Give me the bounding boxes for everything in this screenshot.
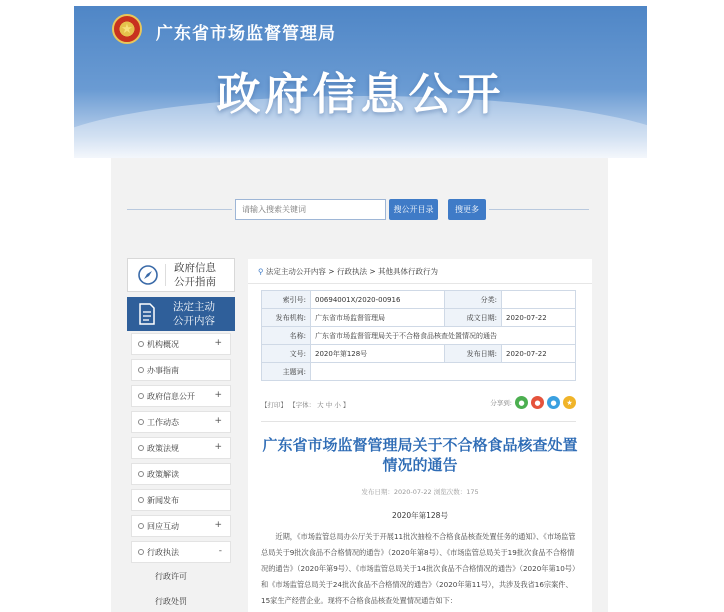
- page-title: 政府信息公开: [216, 69, 505, 120]
- expand-icon[interactable]: +: [214, 338, 222, 348]
- sidebar-item-service-guide[interactable]: 办事指南: [131, 359, 231, 381]
- search-catalog-button[interactable]: 搜公开目录: [389, 199, 438, 220]
- metadata-table: [261, 290, 576, 381]
- subject-label: 主题词:: [262, 363, 311, 381]
- bullet-icon: [138, 471, 144, 477]
- location-pin-icon: ⚲: [258, 267, 264, 276]
- search-divider-right: [489, 209, 589, 210]
- share-bar: [490, 396, 576, 409]
- document-icon: [135, 302, 159, 326]
- agency-name: 广东省市场监督管理局: [156, 24, 336, 44]
- breadcrumb-item[interactable]: 其他具体行政行为: [378, 267, 439, 276]
- sidebar-guide-label: 政府信息 公开指南: [174, 262, 216, 288]
- breadcrumb-separator: >: [369, 267, 376, 276]
- national-emblem-icon: ★: [112, 14, 142, 44]
- bullet-icon: [138, 549, 144, 555]
- date-published-value: 2020-07-22: [502, 345, 576, 363]
- breadcrumb-item[interactable]: 行政执法: [336, 267, 367, 276]
- weibo-icon[interactable]: ●: [531, 396, 544, 409]
- qq-icon[interactable]: ●: [547, 396, 560, 409]
- publisher-label: 发布机构:: [262, 309, 311, 327]
- name-label: 名称:: [262, 327, 311, 345]
- bullet-icon: [138, 341, 144, 347]
- font-size-bracket: 】: [342, 401, 350, 409]
- subject-value: [311, 363, 576, 381]
- expand-icon[interactable]: +: [214, 390, 222, 400]
- search-divider-left: [127, 209, 232, 210]
- sidebar-item-press-release[interactable]: 新闻发布: [131, 489, 231, 511]
- article-doc-number: 2020年第128号: [392, 511, 448, 520]
- sidebar-item-interaction[interactable]: 回应互动 +: [131, 515, 231, 537]
- article-tools: [261, 400, 349, 409]
- breadcrumb-divider: [248, 283, 592, 284]
- font-small-button[interactable]: 小: [334, 401, 341, 409]
- compass-icon: [136, 263, 160, 287]
- breadcrumb-separator: >: [328, 267, 335, 276]
- category-label: 分类:: [445, 291, 502, 309]
- sidebar-guide-card[interactable]: [127, 258, 235, 292]
- bullet-icon: [138, 523, 144, 529]
- header-banner: [74, 6, 647, 158]
- qzone-icon[interactable]: ★: [563, 396, 576, 409]
- search-more-button[interactable]: 搜更多: [448, 199, 486, 220]
- article-title: 广东省市场监督管理局关于不合格食品核查处置情况的通告: [262, 436, 578, 474]
- date-created-value: 2020-07-22: [502, 309, 576, 327]
- breadcrumb: [258, 266, 438, 277]
- wechat-icon[interactable]: ●: [515, 396, 528, 409]
- index-value: 00694001X/2020-00916: [311, 291, 445, 309]
- print-button[interactable]: 【打印】: [261, 401, 287, 409]
- font-medium-button[interactable]: 中: [325, 401, 333, 409]
- article-meta: 发布日期：2020-07-22 浏览次数：175: [361, 488, 479, 496]
- article-divider: [261, 421, 576, 422]
- sidebar-item-org-overview[interactable]: 机构概况 +: [131, 333, 231, 355]
- bullet-icon: [138, 419, 144, 425]
- font-large-button[interactable]: 大: [317, 401, 324, 409]
- article-body: 近期，《市场监管总局办公厅关于开展11批次抽检不合格食品核查处置任务的通知》、《市场监管总局关于9批次食品不合格情况的通告》（2020年第8号）、《市场监管总局关于19批次食品不合格情况的通告》（2020年第9号）、《市场监管总局关于14批次食品不合格情况的通告》（2020年第10号）和《市场监管总局关于24批次食品不合格情况的通告》（2020年第11号），共涉及我省16宗案件、15家生产经营企业。现将不合格食品核查处置情况通告如下：: [261, 532, 576, 605]
- breadcrumb-item[interactable]: 法定主动公开内容: [265, 267, 326, 276]
- sidebar-item-work-news[interactable]: 工作动态 +: [131, 411, 231, 433]
- bullet-icon: [138, 393, 144, 399]
- expand-icon[interactable]: +: [214, 442, 222, 452]
- date-published-label: 发布日期:: [445, 345, 502, 363]
- bullet-icon: [138, 367, 144, 373]
- date-created-label: 成文日期:: [445, 309, 502, 327]
- name-value: 广东省市场监督管理局关于不合格食品核查处置情况的通告: [311, 327, 576, 345]
- bullet-icon: [138, 497, 144, 503]
- card-divider: [165, 264, 166, 286]
- sidebar-subitem-license[interactable]: 行政许可: [155, 572, 187, 581]
- index-label: 索引号:: [262, 291, 311, 309]
- bullet-icon: [138, 445, 144, 451]
- category-value: [502, 291, 576, 309]
- expand-icon[interactable]: +: [214, 520, 222, 530]
- sidebar-item-gov-info[interactable]: 政府信息公开 +: [131, 385, 231, 407]
- sidebar-subitem-penalty[interactable]: 行政处罚: [155, 597, 187, 606]
- doc-no-label: 文号:: [262, 345, 311, 363]
- expand-icon[interactable]: +: [214, 416, 222, 426]
- sidebar-active-label: 法定主动 公开内容: [173, 301, 215, 327]
- sidebar-item-policy-interpretation[interactable]: 政策解读: [131, 463, 231, 485]
- main-panel: [248, 259, 592, 612]
- share-label: 分享到:: [490, 399, 512, 407]
- sidebar-item-policy-rules[interactable]: 政策法规 +: [131, 437, 231, 459]
- doc-no-value: 2020年第128号: [311, 345, 445, 363]
- collapse-icon[interactable]: -: [218, 546, 222, 556]
- search-input[interactable]: [235, 199, 386, 220]
- publisher-value: 广东省市场监督管理局: [311, 309, 445, 327]
- font-size-label: 【字体：: [289, 401, 316, 409]
- sidebar-item-law-enforcement[interactable]: 行政执法 -: [131, 541, 231, 563]
- sidebar-active-card[interactable]: [127, 297, 235, 331]
